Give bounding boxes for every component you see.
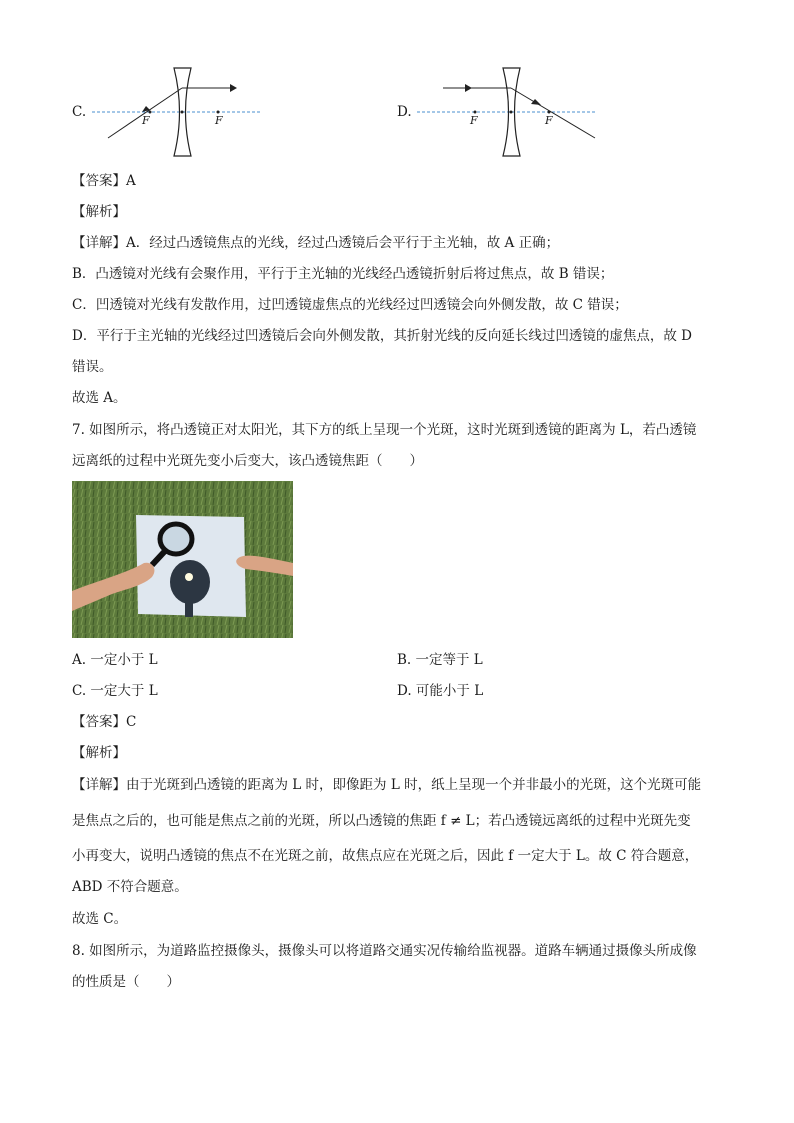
- q6-detail-d-line2: 错误。: [72, 359, 113, 375]
- q7-detail-line4: ABD 不符合题意。: [72, 879, 188, 895]
- focus-label: F: [470, 114, 478, 127]
- optical-center: [181, 111, 184, 114]
- option-c-label: C.: [72, 104, 87, 120]
- q7-option-d: D. 可能小于 L: [397, 683, 484, 699]
- arrowhead: [230, 84, 237, 92]
- optical-center: [510, 111, 513, 114]
- handle-shadow: [185, 599, 193, 617]
- q7-answer: 【答案】C: [72, 714, 137, 730]
- q7-option-c: C. 一定大于 L: [72, 683, 158, 699]
- diagram-c: [90, 62, 270, 162]
- diagram-d: [415, 62, 605, 162]
- q7-stem-line2: 远离纸的过程中光斑先变小后变大，该凸透镜焦距（ ）: [72, 453, 423, 469]
- q6-detail-d-line1: D．平行于主光轴的光线经过凹透镜后会向外侧发散，其折射光线的反向延长线过凹透镜的虚焦点，故 D: [72, 328, 692, 344]
- lens-shadow: [170, 560, 210, 604]
- arrowhead: [531, 99, 541, 105]
- q7-detail-line2: 是焦点之后的，也可能是焦点之前的光斑，所以凸透镜的焦距 f ≠ L；若凸透镜远离纸的过程中光斑先变: [72, 813, 691, 829]
- arrowhead: [465, 84, 472, 92]
- incident-ray: [108, 88, 182, 138]
- q7-option-b: B. 一定等于 L: [397, 652, 483, 668]
- refracted-ray: [511, 88, 595, 138]
- q6-detail-a: 【详解】A．经过凸透镜焦点的光线，经过凸透镜后会平行于主光轴，故 A 正确；: [72, 235, 560, 251]
- q7-photo-magnifier: [72, 481, 293, 638]
- magnifier-lens: [160, 524, 192, 554]
- q6-detail-c: C．凹透镜对光线有发散作用，过凹透镜虚焦点的光线经过凹透镜会向外侧发散，故 C 错误；: [72, 297, 628, 313]
- q6-choice: 故选 A。: [72, 390, 127, 406]
- q7-analysis-heading: 【解析】: [72, 745, 126, 761]
- option-d-label: D.: [397, 104, 412, 120]
- light-spot: [185, 573, 193, 581]
- q8-stem-line1: 8. 如图所示，为道路监控摄像头，摄像头可以将道路交通实况传输给监视器。道路车辆通过摄像头所成像: [72, 943, 697, 959]
- q7-option-a: A. 一定小于 L: [72, 652, 158, 668]
- focus-label: F: [215, 114, 223, 127]
- q8-stem-line2: 的性质是（ ）: [72, 974, 180, 990]
- q6-answer: 【答案】A: [72, 173, 136, 189]
- focus-label: F: [142, 114, 150, 127]
- q6-detail-b: B．凸透镜对光线有会聚作用，平行于主光轴的光线经凸透镜折射后将过焦点，故 B 错误；: [72, 266, 614, 282]
- q7-stem-line1: 7. 如图所示，将凸透镜正对太阳光，其下方的纸上呈现一个光斑，这时光斑到透镜的距离为 L，若凸透镜: [72, 422, 697, 438]
- q7-choice: 故选 C。: [72, 911, 128, 927]
- q7-detail-line3: 小再变大，说明凸透镜的焦点不在光斑之前，故焦点应在光斑之后，因此 f 一定大于 L。故 C 符合题意，: [72, 848, 699, 864]
- q7-detail-line1: 【详解】由于光斑到凸透镜的距离为 L 时，即像距为 L 时，纸上呈现一个并非最小的光斑，这个光斑可能: [72, 777, 702, 793]
- q6-analysis-heading: 【解析】: [72, 204, 126, 220]
- focus-label: F: [545, 114, 553, 127]
